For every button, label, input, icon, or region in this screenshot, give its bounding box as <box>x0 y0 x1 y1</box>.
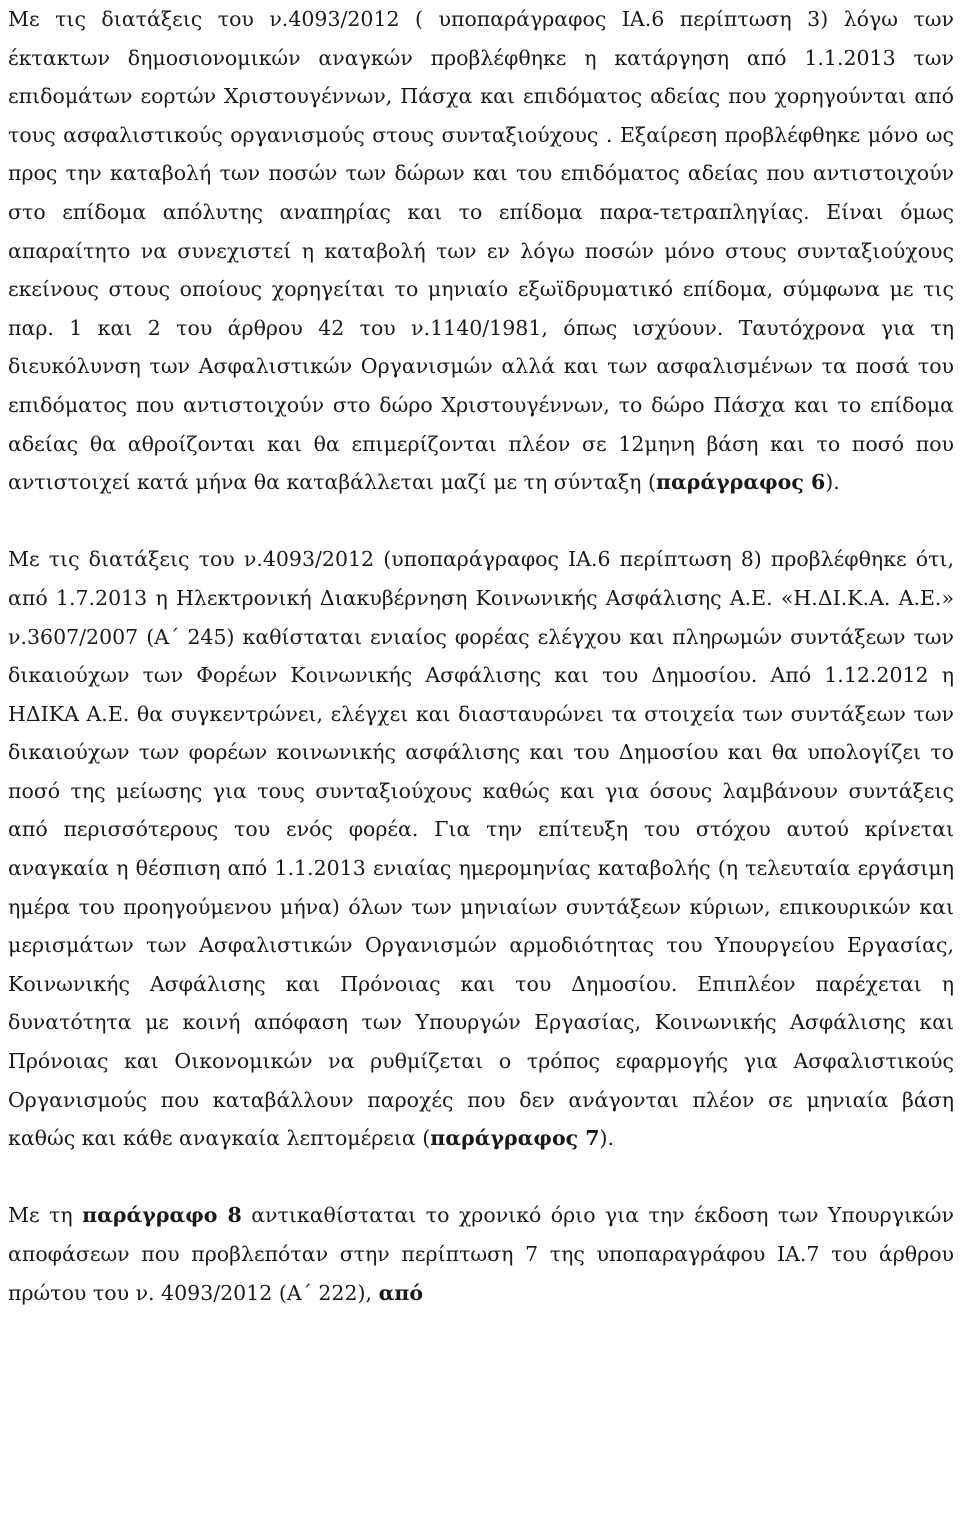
paragraph-1 <box>8 0 954 502</box>
paragraph-1-bold-reference: παράγραφος 6 <box>655 470 826 495</box>
paragraph-3-text: αντικαθίσταται το χρονικό όριο για την έκδοση των Υπουργικών αποφάσεων που προβλεπόταν στην περίπτωση 7 της υποπαραγράφου ΙΑ.7 του άρθρου πρώτου του ν. 4093/2012 (Α΄ 222), <box>8 1203 954 1305</box>
paragraph-3 <box>8 1196 954 1312</box>
paragraph-2-bold-reference: παράγραφος 7 <box>430 1126 600 1151</box>
paragraph-1-text: Με τις διατάξεις του ν.4093/2012 ( υποπαράγραφος ΙΑ.6 περίπτωση 3) λόγω των έκτακτων δημοσιονομικών αναγκών προβλέφθηκε η κατάργηση από 1.1.2013 των επιδομάτων εορτών Χριστουγέννων, Πάσχα και επιδόματος αδείας που χορηγούνται από τους ασφαλιστικούς οργανισμούς στους συνταξιούχους . Εξαίρεση προβλέφθηκε μόνο ως προς την καταβολή των ποσών των δώρων και του επιδόματος αδείας που αντιστοιχούν στο επίδομα απόλυτης αναπηρίας και το επίδομα παρα-τετραπληγίας. Είναι όμως απαραίτητο να συνεχιστεί η καταβολή των εν λόγω ποσών μόνο στους συνταξιούχους εκείνους στους οποίους χορηγείται το μηνιαίο εξωϊδρυματικό επίδομα, σύμφωνα με τις παρ. 1 και 2 του άρθρου 42 του ν.1140/1981, όπως ισχύουν. Ταυτόχρονα για τη διευκόλυνση των Ασφαλιστικών Οργανισμών αλλά και των ασφαλισμένων τα ποσά του επιδόματος που αντιστοιχούν στο δώρο Χριστουγέννων, το δώρο Πάσχα και το επίδομα αδείας θα αθροίζονται και θα επιμερίζονται πλέον σε 12μηνη βάση και το ποσό που αντιστοιχεί κατά μήνα θα καταβάλλεται μαζί με τη σύνταξη ( <box>8 7 954 495</box>
paragraph-3-lead: Με τη <box>8 1203 83 1228</box>
paragraph-2-text: Με τις διατάξεις του ν.4093/2012 (υποπαράγραφος ΙΑ.6 περίπτωση 8) προβλέφθηκε ότι, από 1.7.2013 η Ηλεκτρονική Διακυβέρνηση Κοινωνικής Ασφάλισης Α.Ε. «Η.ΔΙ.Κ.Α. Α.Ε.» ν.3607/2007 (Α΄ 245) καθίσταται ενιαίος φορέας ελέγχου και πληρωμών συντάξεων των δικαιούχων των Φορέων Κοινωνικής Ασφάλισης και του Δημοσίου. Από 1.12.2012 η ΗΔΙΚΑ Α.Ε. θα συγκεντρώνει, ελέγχει και διασταυρώνει τα στοιχεία των συντάξεων των δικαιούχων των φορέων κοινωνικής ασφάλισης και του Δημοσίου και θα υπολογίζει το ποσό της μείωσης για τους συνταξιούχους καθώς και για όσους λαμβάνουν συντάξεις από περισσότερους του ενός φορέα. Για την επίτευξη του στόχου αυτού κρίνεται αναγκαία η θέσπιση από 1.1.2013 ενιαίας ημερομηνίας καταβολής (η τελευταία εργάσιμη ημέρα του προηγούμενου μήνα) όλων των μηνιαίων συντάξεων κύριων, επικουρικών και μερισμάτων των Ασφαλιστικών Οργανισμών αρμοδιότητας του Υπουργείου Εργασίας, Κοινωνικής Ασφάλισης και Πρόνοιας και του Δημοσίου. Επιπλέον παρέχεται η δυνατότητα με κοινή απόφαση των Υπουργών Εργασίας, Κοινωνικής Ασφάλισης και Πρόνοιας και Οικονομικών να ρυθμίζεται ο τρόπος εφαρμογής για Ασφαλιστικούς Οργανισμούς που καταβάλλουν παροχές που δεν ανάγονται πλέον σε μηνιαία βάση καθώς και κάθε αναγκαία λεπτομέρεια ( <box>8 547 954 1151</box>
paragraph-2 <box>8 540 954 1158</box>
paragraph-2-closing: ). <box>599 1126 615 1151</box>
paragraph-1-closing: ). <box>825 470 840 495</box>
paragraph-3-bold-reference: παράγραφο 8 <box>82 1203 242 1228</box>
document-page <box>8 0 954 1312</box>
paragraph-3-bold-tail: από <box>378 1280 424 1305</box>
